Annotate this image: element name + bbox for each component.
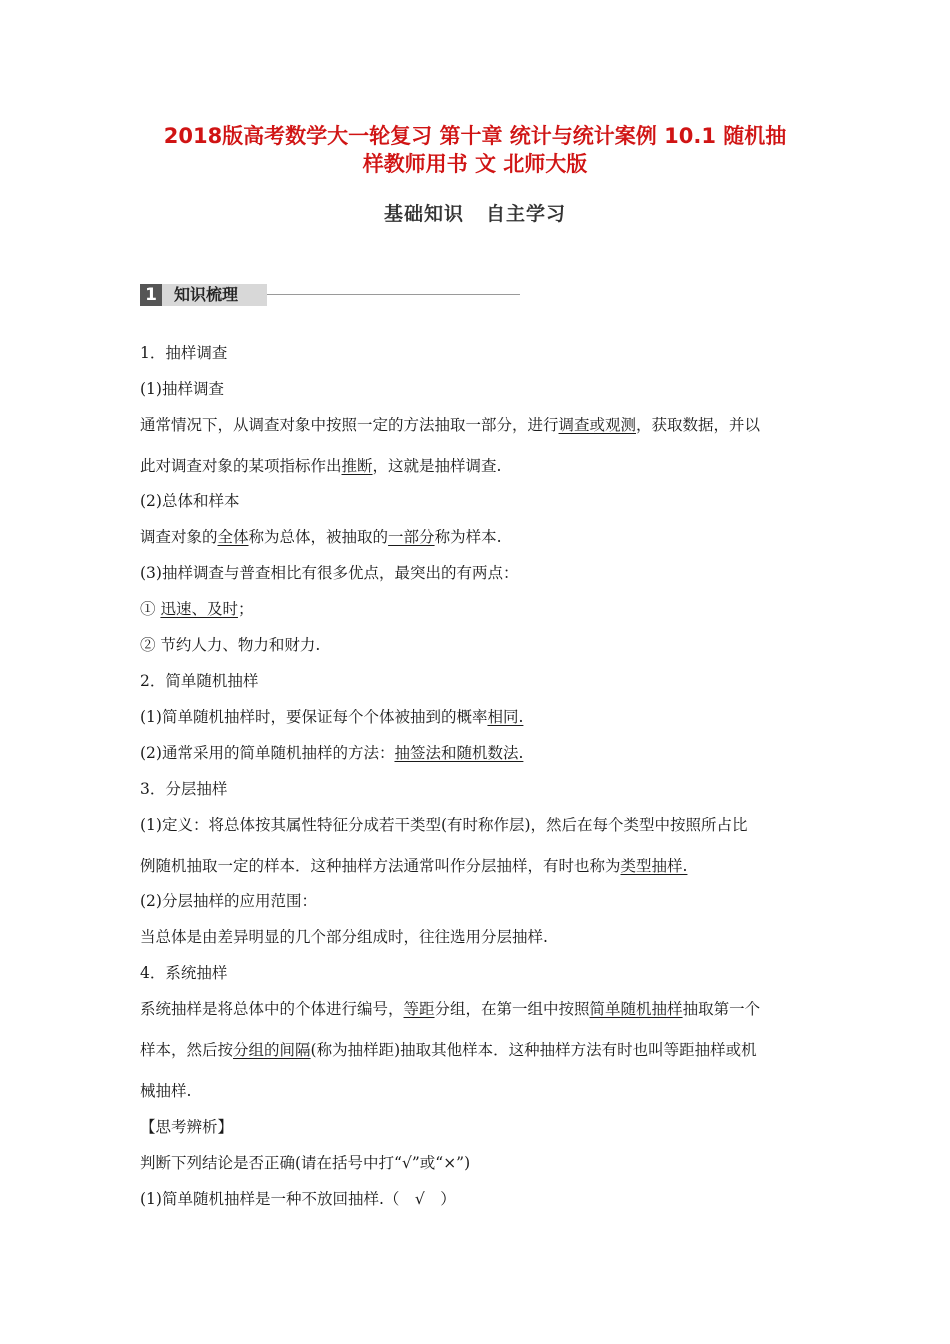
paragraph-line: 调查对象的全体称为总体，被抽取的一部分称为样本. [140, 528, 502, 546]
subtitle-left: 基础知识 [383, 203, 464, 225]
paragraph-line: (3)抽样调查与普查相比有很多优点，最突出的有两点： [140, 564, 519, 582]
underlined-answer: 迅速、及时 [160, 600, 238, 618]
subtitle-right: 自主学习 [486, 203, 567, 225]
section-divider [267, 294, 520, 295]
underlined-answer: 一部分 [388, 528, 435, 546]
heading-simple-random-sampling: 2．简单随机抽样 [140, 672, 259, 690]
paragraph-line: 判断下列结论是否正确(请在括号中打“√”或“×”) [140, 1154, 471, 1172]
underlined-answer: 抽签法和随机数法. [394, 744, 524, 762]
underlined-answer: 全体 [217, 528, 249, 546]
underlined-answer: 简单随机抽样 [589, 1000, 683, 1018]
underlined-answer: 分组的间隔 [233, 1041, 311, 1059]
heading-thinking-discrimination: 【思考辨析】 [140, 1118, 234, 1136]
underlined-answer: 类型抽样. [620, 857, 688, 875]
paragraph-line: 通常情况下，从调查对象中按照一定的方法抽取一部分，进行调查或观测，获取数据，并以 [140, 416, 761, 434]
paragraph-line: 当总体是由差异明显的几个部分组成时，往往选用分层抽样. [140, 928, 548, 946]
subheading-sampling-survey: (1)抽样调查 [140, 380, 224, 398]
title-line-1: 2018版高考数学大一轮复习 第十章 统计与统计案例 10.1 随机抽 [163, 124, 787, 148]
heading-systematic-sampling: 4．系统抽样 [140, 964, 228, 982]
section-number-badge: 1 [140, 284, 162, 306]
underlined-answer: 相同. [487, 708, 524, 726]
section-subtitle [0, 199, 950, 226]
title-line-2: 样教师用书 文 北师大版 [362, 152, 588, 176]
underlined-answer: 推断 [341, 457, 373, 475]
paragraph-line: 样本，然后按分组的间隔(称为抽样距)抽取其他样本．这种抽样方法有时也叫等距抽样或机 [140, 1041, 757, 1059]
section-header [140, 284, 520, 306]
underlined-answer: 等距 [403, 1000, 435, 1018]
paragraph-line: (1)定义：将总体按其属性特征分成若干类型(有时称作层)，然后在每个类型中按照所占比 [140, 816, 748, 834]
paragraph-line: 械抽样. [140, 1082, 192, 1100]
subheading-population-sample: (2)总体和样本 [140, 492, 240, 510]
heading-stratified-sampling: 3．分层抽样 [140, 780, 228, 798]
document-title [60, 122, 890, 178]
list-item: ② 节约人力、物力和财力. [140, 636, 321, 654]
paragraph-line: 此对调查对象的某项指标作出推断，这就是抽样调查. [140, 457, 502, 475]
paragraph-line: 例随机抽取一定的样本．这种抽样方法通常叫作分层抽样，有时也称为类型抽样. [140, 857, 688, 875]
underlined-answer: 调查或观测 [558, 416, 637, 434]
list-item: ① 迅速、及时； [140, 600, 254, 618]
paragraph-line: (1)简单随机抽样时，要保证每个个体被抽到的概率相同. [140, 708, 524, 726]
paragraph-line: 系统抽样是将总体中的个体进行编号，等距分组，在第一组中按照简单随机抽样抽取第一个 [140, 1000, 761, 1018]
paragraph-line: (2)通常采用的简单随机抽样的方法：抽签法和随机数法. [140, 744, 524, 762]
section-label: 知识梳理 [162, 284, 267, 306]
heading-sampling-survey: 1．抽样调查 [140, 344, 228, 362]
question-item: (1)简单随机抽样是一种不放回抽样.（ √ ） [140, 1190, 456, 1208]
paragraph-line: (2)分层抽样的应用范围： [140, 892, 317, 910]
